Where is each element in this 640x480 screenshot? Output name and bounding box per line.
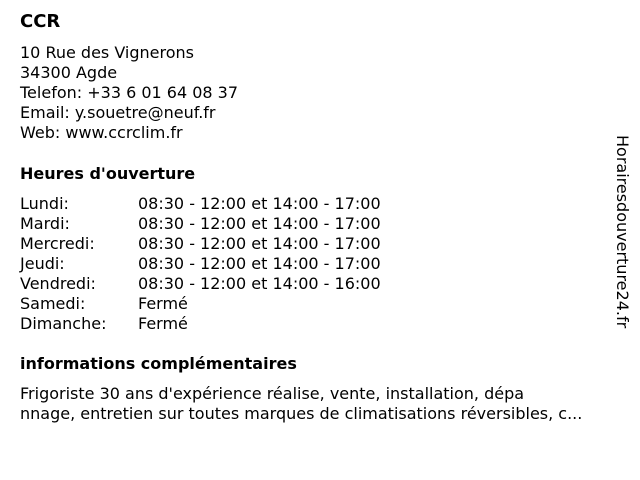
day-time: 08:30 - 12:00 et 14:00 - 17:00 [138,234,381,253]
address-line-1: 10 Rue des Vignerons [20,43,195,62]
contact-block [20,43,238,143]
hours-row-monday [20,194,381,214]
day-label: Dimanche: [20,314,107,333]
watermark-text: Horairesdouverture24.fr [613,135,632,329]
day-label: Mardi: [20,214,70,233]
hours-row-wednesday [20,234,381,254]
info-text [20,384,632,424]
info-line-1: Frigoriste 30 ans d'expérience réalise, vente, installation, dépa [20,384,525,403]
business-name: CCR [20,11,61,32]
hours-table [20,194,381,334]
day-label: Lundi: [20,194,69,213]
day-label: Jeudi: [20,254,65,273]
info-heading: informations complémentaires [20,354,297,373]
hours-heading: Heures d'ouverture [20,164,196,183]
day-time: 08:30 - 12:00 et 14:00 - 16:00 [138,274,381,293]
day-time: 08:30 - 12:00 et 14:00 - 17:00 [138,194,381,213]
hours-row-saturday [20,294,381,314]
web-text: Web: www.ccrclim.fr [20,123,183,142]
day-time: Fermé [138,314,188,333]
address-line-2: 34300 Agde [20,63,118,82]
info-line-2: nnage, entretien sur toutes marques de climatisations réversibles, c... [20,404,583,423]
day-label: Vendredi: [20,274,96,293]
hours-row-sunday [20,314,381,334]
email-text: Email: y.souetre@neuf.fr [20,103,216,122]
phone-text: Telefon: +33 6 01 64 08 37 [20,83,239,102]
hours-row-friday [20,274,381,294]
day-label: Samedi: [20,294,86,313]
day-time: 08:30 - 12:00 et 14:00 - 17:00 [138,214,381,233]
day-time: Fermé [138,294,188,313]
day-label: Mercredi: [20,234,95,253]
day-time: 08:30 - 12:00 et 14:00 - 17:00 [138,254,381,273]
hours-row-thursday [20,254,381,274]
hours-row-tuesday [20,214,381,234]
